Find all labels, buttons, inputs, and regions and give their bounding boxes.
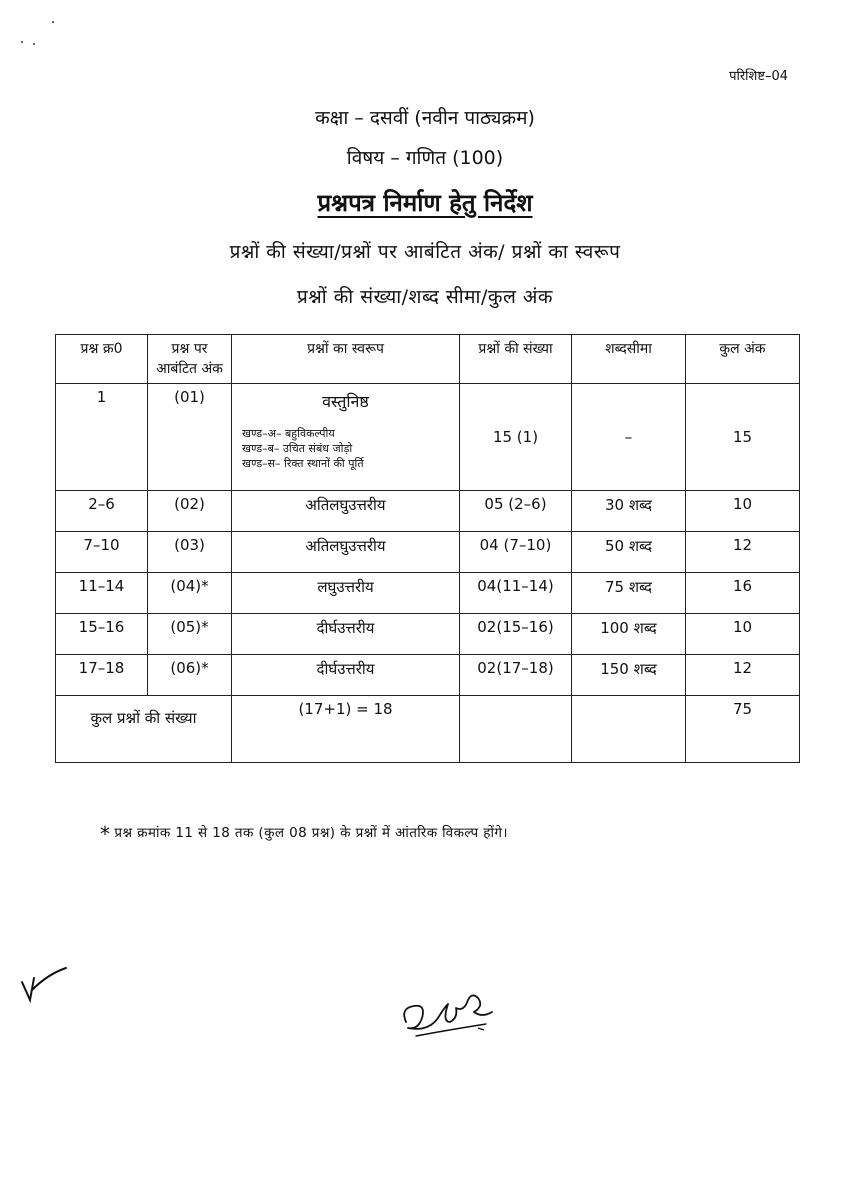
blueprint-table <box>55 334 800 763</box>
cell-qno: 2–6 <box>56 491 148 532</box>
class-line: कक्षा – दसवीं (नवीन पाठ्यक्रम) <box>315 107 535 129</box>
cell-count: 04(11–14) <box>460 573 572 614</box>
cell-form: लघुउत्तरीय <box>232 573 460 614</box>
section-c: खण्ड–स– रिक्त स्थानों की पूर्ति <box>242 457 364 470</box>
subtitle-2: प्रश्नों की संख्या/शब्द सीमा/कुल अंक <box>296 286 553 308</box>
cell-qno: 1 <box>56 384 148 491</box>
cell-count: 05 (2–6) <box>460 491 572 532</box>
cell-marks: (03) <box>148 532 232 573</box>
cell-total: 15 <box>686 384 800 491</box>
cell-marks: (06)* <box>148 655 232 696</box>
cell-words: 75 शब्द <box>572 573 686 614</box>
cell-total: 12 <box>686 532 800 573</box>
document-title-text: प्रश्नपत्र निर्माण हेतु निर्देश <box>317 189 533 217</box>
cell-words: – <box>572 384 686 491</box>
grand-total: 75 <box>686 696 800 763</box>
table-row <box>56 532 800 573</box>
table-row <box>56 573 800 614</box>
cell-words: 30 शब्द <box>572 491 686 532</box>
cell-total: 12 <box>686 655 800 696</box>
cell-qno: 17–18 <box>56 655 148 696</box>
header-count: प्रश्नों की संख्या <box>460 335 572 384</box>
section-a: खण्ड–अ– बहुविकल्पीय <box>242 427 335 440</box>
footnote-text: प्रश्न क्रमांक 11 से 18 तक (कुल 08 प्रश्न) के प्रश्नों में आंतरिक विकल्प होंगे। <box>114 825 508 841</box>
header-row <box>56 335 800 384</box>
cell-form: अतिलघुउत्तरीय <box>232 491 460 532</box>
cell-total: 10 <box>686 491 800 532</box>
cell-count: 04 (7–10) <box>460 532 572 573</box>
scan-specks <box>18 14 78 54</box>
total-words-empty <box>572 696 686 763</box>
header-qno: प्रश्न क्र0 <box>56 335 148 384</box>
footnote-star: * <box>100 822 111 846</box>
document-title <box>0 186 850 219</box>
section-b: खण्ड–ब– उचित संबंध जोड़ो <box>242 442 353 455</box>
total-label: कुल प्रश्नों की संख्या <box>56 696 232 763</box>
cell-qno: 11–14 <box>56 573 148 614</box>
cell-words: 100 शब्द <box>572 614 686 655</box>
table-row <box>56 655 800 696</box>
cell-form: अतिलघुउत्तरीय <box>232 532 460 573</box>
cell-form: दीर्घउत्तरीय <box>232 655 460 696</box>
cell-words: 150 शब्द <box>572 655 686 696</box>
approval-tick-mark <box>18 960 78 1010</box>
total-count-empty <box>460 696 572 763</box>
subtitle-1: प्रश्नों की संख्या/प्रश्नों पर आबंटित अंक/ प्रश्नों का स्वरूप <box>229 241 621 263</box>
cell-count: 02(17–18) <box>460 655 572 696</box>
form-label: वस्तुनिष्ठ <box>322 392 369 411</box>
total-formula: (17+1) = 18 <box>232 696 460 763</box>
cell-marks: (04)* <box>148 573 232 614</box>
cell-total: 16 <box>686 573 800 614</box>
cell-qno: 7–10 <box>56 532 148 573</box>
cell-marks: (01) <box>148 384 232 491</box>
cell-count: 02(15–16) <box>460 614 572 655</box>
annexure-reference: परिशिष्ट–04 <box>729 69 788 84</box>
signature-image <box>398 978 498 1042</box>
cell-marks: (05)* <box>148 614 232 655</box>
table-row <box>56 614 800 655</box>
table-row <box>56 384 800 491</box>
header-total: कुल अंक <box>686 335 800 384</box>
header-words: शब्दसीमा <box>572 335 686 384</box>
cell-words: 50 शब्द <box>572 532 686 573</box>
cell-marks: (02) <box>148 491 232 532</box>
header-form: प्रश्नों का स्वरूप <box>232 335 460 384</box>
section-list <box>236 426 455 471</box>
subject-line: विषय – गणित (100) <box>346 147 504 169</box>
footnote <box>100 822 508 846</box>
cell-form: दीर्घउत्तरीय <box>232 614 460 655</box>
cell-count: 15 (1) <box>460 384 572 491</box>
cell-total: 10 <box>686 614 800 655</box>
header-marks: प्रश्न पर आबंटित अंक <box>148 335 232 384</box>
cell-form <box>232 384 460 491</box>
table-row <box>56 491 800 532</box>
cell-qno: 15–16 <box>56 614 148 655</box>
total-row <box>56 696 800 763</box>
